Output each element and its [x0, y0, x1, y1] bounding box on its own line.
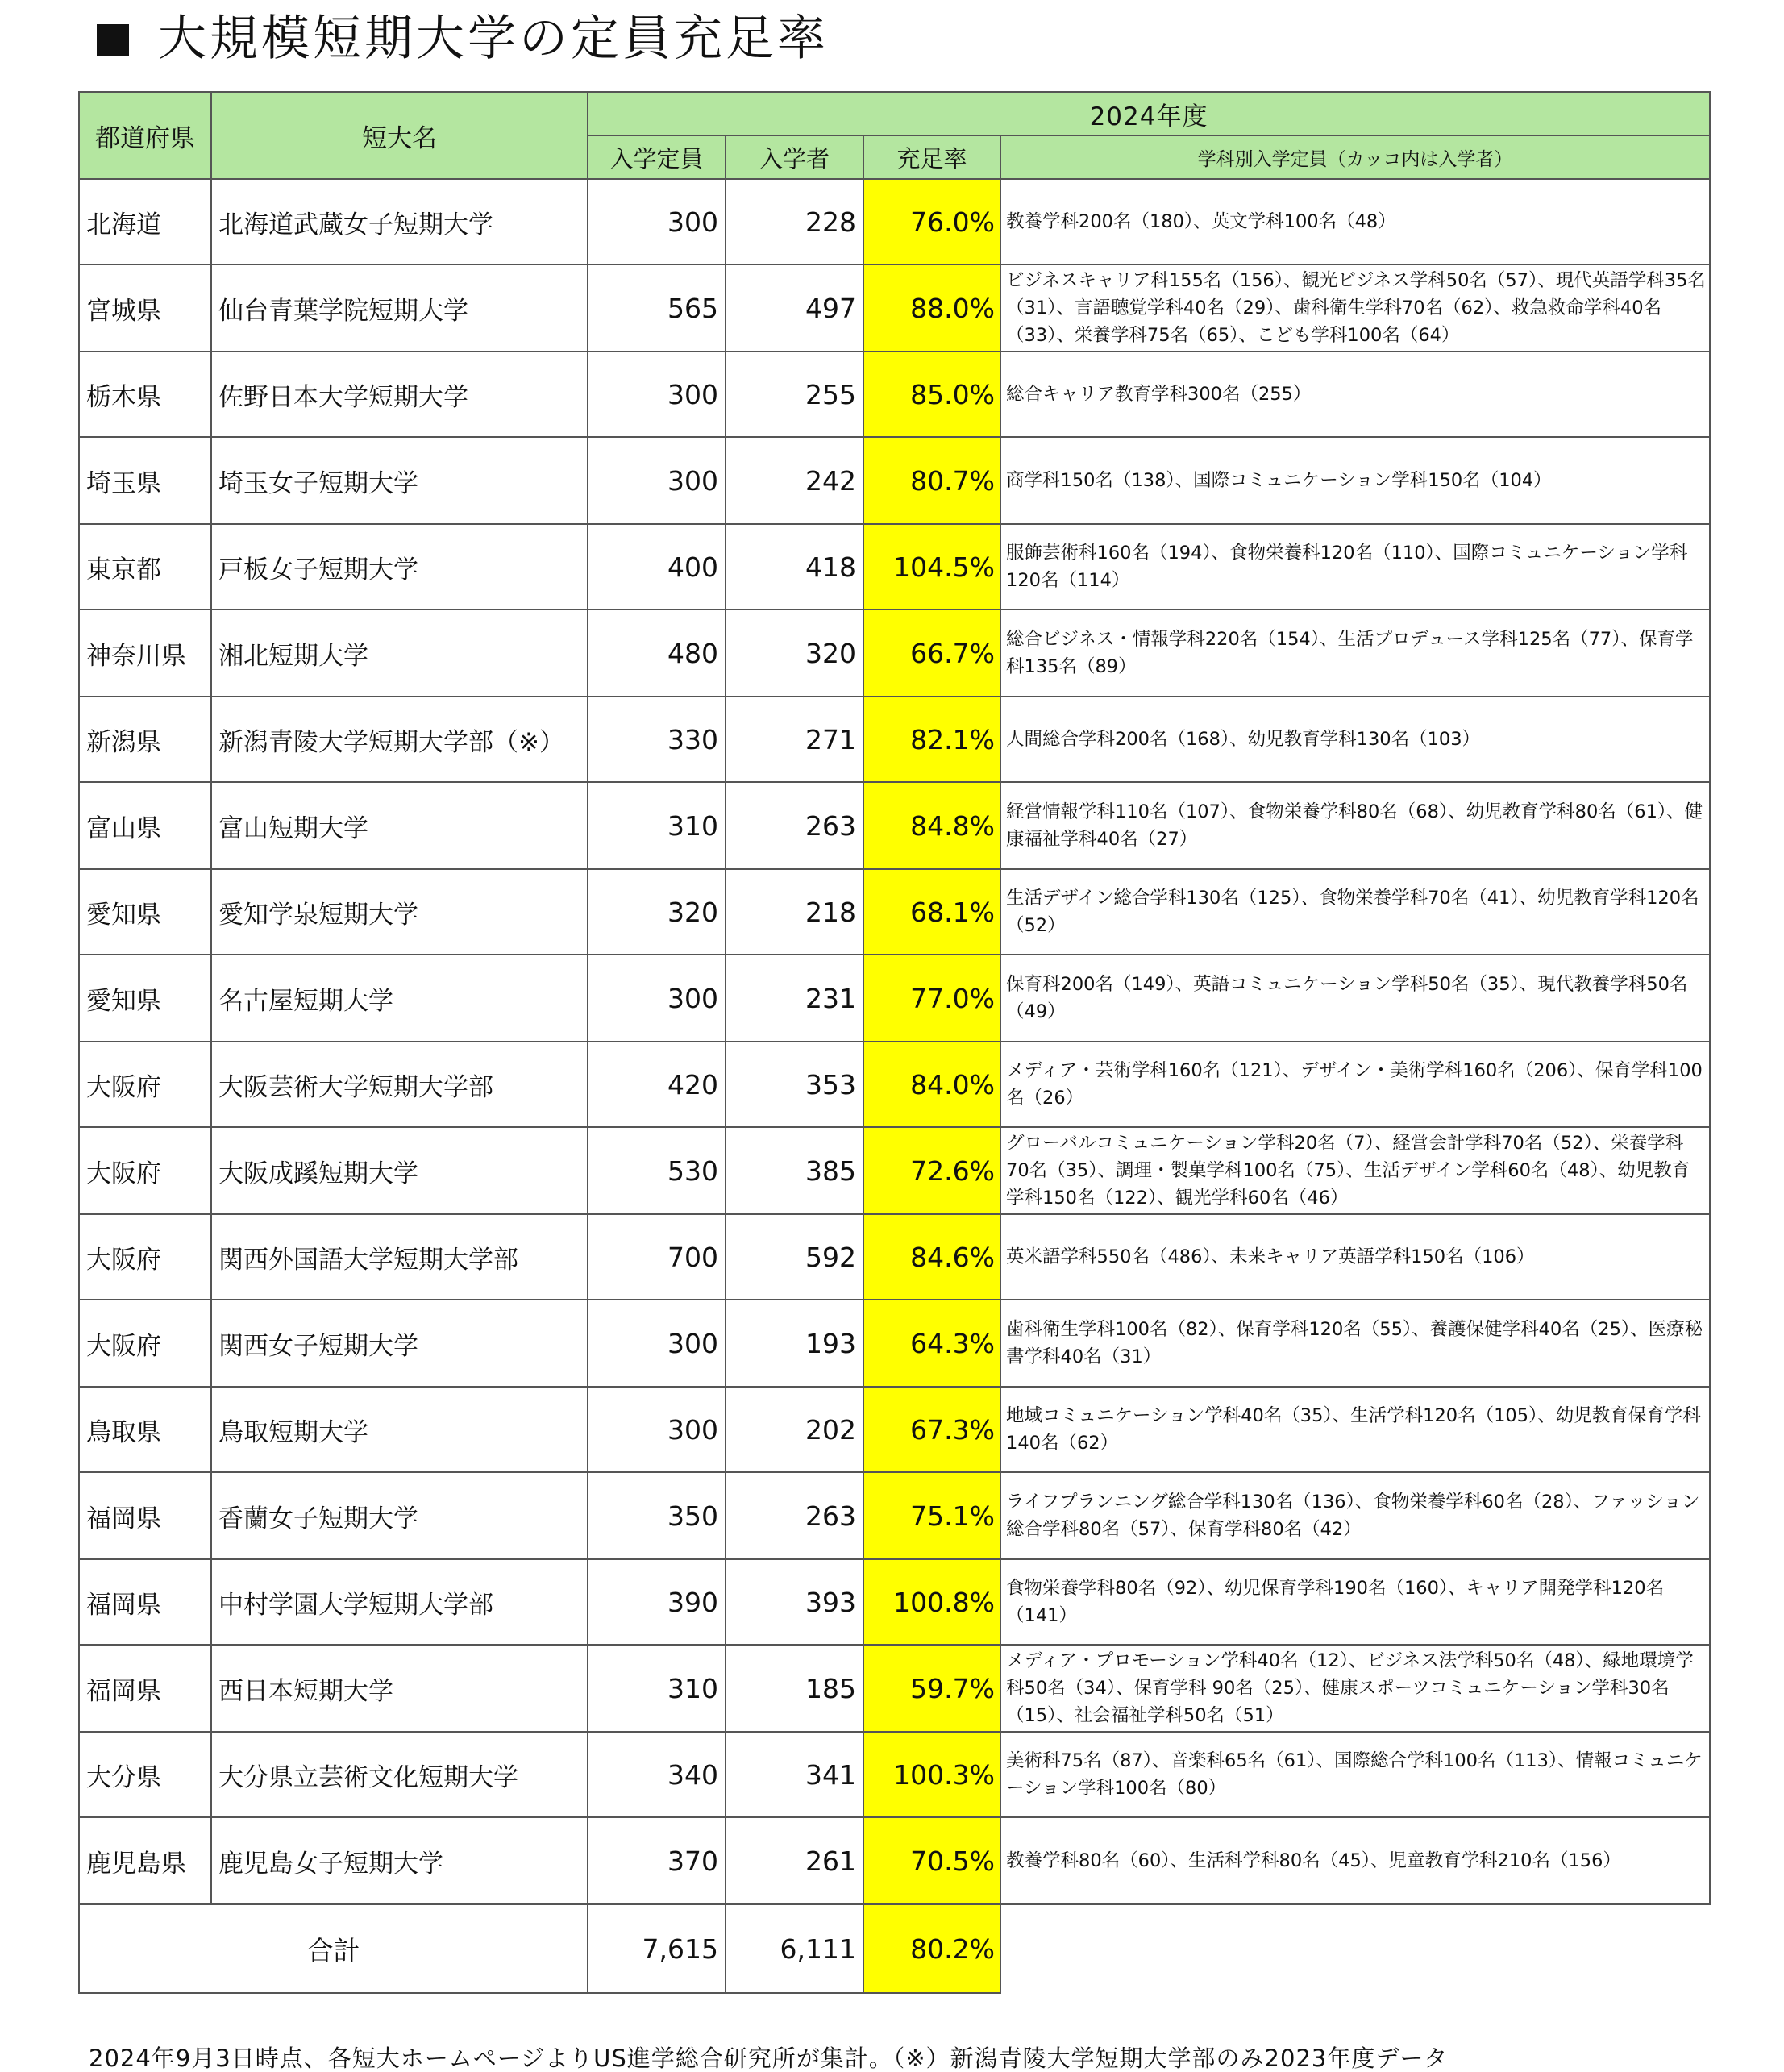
prefecture-cell: 神奈川県: [79, 610, 211, 697]
page-title: [97, 6, 829, 71]
table-row: [79, 1732, 1710, 1817]
prefecture-cell: 新潟県: [79, 697, 211, 782]
capacity-cell: 340: [588, 1732, 726, 1817]
total-label: 合計: [79, 1904, 588, 1993]
departments-cell: 保育科200名（149）、英語コミュニケーション学科50名（35）、現代教養学科50名（49）: [1000, 955, 1710, 1042]
header-departments: 学科別入学定員（カッコ内は入学者）: [1000, 135, 1710, 179]
rate-cell: 100.8%: [863, 1559, 1000, 1645]
header-college: 短大名: [211, 92, 588, 179]
prefecture-cell: 大阪府: [79, 1214, 211, 1300]
prefecture-cell: 埼玉県: [79, 437, 211, 524]
rate-cell: 82.1%: [863, 697, 1000, 782]
prefecture-cell: 愛知県: [79, 955, 211, 1042]
enrolled-cell: 228: [726, 179, 863, 264]
college-name-cell: 鳥取短期大学: [211, 1387, 588, 1472]
table-row: [79, 1559, 1710, 1645]
college-name-cell: 大阪芸術大学短期大学部: [211, 1042, 588, 1127]
departments-cell: 英米語学科550名（486）、未来キャリア英語学科150名（106）: [1000, 1214, 1710, 1300]
prefecture-cell: 栃木県: [79, 352, 211, 437]
college-name-cell: 名古屋短期大学: [211, 955, 588, 1042]
table-row: [79, 524, 1710, 610]
rate-cell: 64.3%: [863, 1300, 1000, 1387]
college-name-cell: 西日本短期大学: [211, 1645, 588, 1732]
rate-cell: 68.1%: [863, 869, 1000, 955]
prefecture-cell: 福岡県: [79, 1559, 211, 1645]
prefecture-cell: 大阪府: [79, 1127, 211, 1214]
rate-cell: 59.7%: [863, 1645, 1000, 1732]
enrolled-cell: 320: [726, 610, 863, 697]
capacity-table: [78, 91, 1711, 1994]
college-name-cell: 香蘭女子短期大学: [211, 1472, 588, 1559]
rate-cell: 84.6%: [863, 1214, 1000, 1300]
capacity-cell: 330: [588, 697, 726, 782]
departments-cell: 美術科75名（87）、音楽科65名（61）、国際総合学科100名（113）、情報コミュニケーション学科100名（80）: [1000, 1732, 1710, 1817]
rate-cell: 76.0%: [863, 179, 1000, 264]
table-row: [79, 1817, 1710, 1904]
capacity-cell: 480: [588, 610, 726, 697]
capacity-cell: 310: [588, 782, 726, 869]
prefecture-cell: 大阪府: [79, 1042, 211, 1127]
rate-cell: 84.8%: [863, 782, 1000, 869]
college-name-cell: 富山短期大学: [211, 782, 588, 869]
table-body: [79, 179, 1710, 1993]
rate-cell: 75.1%: [863, 1472, 1000, 1559]
prefecture-cell: 福岡県: [79, 1645, 211, 1732]
enrolled-cell: 242: [726, 437, 863, 524]
college-name-cell: 愛知学泉短期大学: [211, 869, 588, 955]
departments-cell: 人間総合学科200名（168）、幼児教育学科130名（103）: [1000, 697, 1710, 782]
table-row: [79, 264, 1710, 352]
capacity-cell: 300: [588, 1387, 726, 1472]
rate-cell: 104.5%: [863, 524, 1000, 610]
college-name-cell: 鹿児島女子短期大学: [211, 1817, 588, 1904]
table-row: [79, 1042, 1710, 1127]
departments-cell: グローバルコミュニケーション学科20名（7）、経営会計学科70名（52）、栄養学科70名（35）、調理・製菓学科100名（75）、生活デザイン学科60名（48）、幼児教育学科150名（122）、観光学科60名（46）: [1000, 1127, 1710, 1214]
college-name-cell: 湘北短期大学: [211, 610, 588, 697]
rate-cell: 100.3%: [863, 1732, 1000, 1817]
table-row: [79, 1387, 1710, 1472]
prefecture-cell: 大阪府: [79, 1300, 211, 1387]
header-year: 2024年度: [588, 92, 1710, 135]
enrolled-cell: 193: [726, 1300, 863, 1387]
capacity-cell: 310: [588, 1645, 726, 1732]
college-name-cell: 新潟青陵大学短期大学部（※）: [211, 697, 588, 782]
enrolled-cell: 353: [726, 1042, 863, 1127]
header-rate: 充足率: [863, 135, 1000, 179]
table-row: [79, 1645, 1710, 1732]
departments-cell: 食物栄養学科80名（92）、幼児保育学科190名（160）、キャリア開発学科120名（141）: [1000, 1559, 1710, 1645]
capacity-cell: 420: [588, 1042, 726, 1127]
rate-cell: 66.7%: [863, 610, 1000, 697]
capacity-cell: 530: [588, 1127, 726, 1214]
total-rate: 80.2%: [863, 1904, 1000, 1993]
prefecture-cell: 福岡県: [79, 1472, 211, 1559]
footnote: 2024年9月3日時点、各短大ホームページよりUS進学総合研究所が集計。（※）新潟青陵大学短期大学部のみ2023年度データ: [89, 2045, 1449, 2072]
header-enrolled: 入学者: [726, 135, 863, 179]
capacity-cell: 300: [588, 179, 726, 264]
rate-cell: 70.5%: [863, 1817, 1000, 1904]
rate-cell: 85.0%: [863, 352, 1000, 437]
departments-cell: 生活デザイン総合学科130名（125）、食物栄養学科70名（41）、幼児教育学科120名（52）: [1000, 869, 1710, 955]
table-row: [79, 352, 1710, 437]
table-row: [79, 1214, 1710, 1300]
college-name-cell: 戸板女子短期大学: [211, 524, 588, 610]
table-row: [79, 697, 1710, 782]
departments-cell: メディア・プロモーション学科40名（12）、ビジネス法学科50名（48）、緑地環境学科50名（34）、保育学科 90名（25）、健康スポーツコミュニケーション学科30名（15）、社会福祉学科50名（51）: [1000, 1645, 1710, 1732]
enrolled-cell: 202: [726, 1387, 863, 1472]
departments-cell: ライフプランニング総合学科130名（136）、食物栄養学科60名（28）、ファッション総合学科80名（57）、保育学科80名（42）: [1000, 1472, 1710, 1559]
departments-cell: ビジネスキャリア科155名（156）、観光ビジネス学科50名（57）、現代英語学科35名（31）、言語聴覚学科40名（29）、歯科衛生学科70名（62）、救急救命学科40名（33）、栄養学科75名（65）、こども学科100名（64）: [1000, 264, 1710, 352]
enrolled-cell: 341: [726, 1732, 863, 1817]
departments-cell: 教養学科80名（60）、生活科学科80名（45）、児童教育学科210名（156）: [1000, 1817, 1710, 1904]
rate-cell: 67.3%: [863, 1387, 1000, 1472]
prefecture-cell: 鳥取県: [79, 1387, 211, 1472]
college-name-cell: 関西外国語大学短期大学部: [211, 1214, 588, 1300]
capacity-cell: 400: [588, 524, 726, 610]
college-name-cell: 中村学園大学短期大学部: [211, 1559, 588, 1645]
capacity-cell: 565: [588, 264, 726, 352]
table-row: [79, 437, 1710, 524]
prefecture-cell: 愛知県: [79, 869, 211, 955]
table-row: [79, 1300, 1710, 1387]
table-row: [79, 955, 1710, 1042]
rate-cell: 80.7%: [863, 437, 1000, 524]
departments-cell: 教養学科200名（180）、英文学科100名（48）: [1000, 179, 1710, 264]
college-name-cell: 大阪成蹊短期大学: [211, 1127, 588, 1214]
departments-cell: 地域コミュニケーション学科40名（35）、生活学科120名（105）、幼児教育保育学科140名（62）: [1000, 1387, 1710, 1472]
departments-cell: 総合キャリア教育学科300名（255）: [1000, 352, 1710, 437]
college-name-cell: 関西女子短期大学: [211, 1300, 588, 1387]
prefecture-cell: 大分県: [79, 1732, 211, 1817]
capacity-cell: 320: [588, 869, 726, 955]
capacity-cell: 300: [588, 352, 726, 437]
departments-cell: 総合ビジネス・情報学科220名（154）、生活プロデュース学科125名（77）、保育学科135名（89）: [1000, 610, 1710, 697]
enrolled-cell: 385: [726, 1127, 863, 1214]
capacity-cell: 370: [588, 1817, 726, 1904]
total-capacity: 7,615: [588, 1904, 726, 1993]
enrolled-cell: 261: [726, 1817, 863, 1904]
college-name-cell: 仙台青葉学院短期大学: [211, 264, 588, 352]
rate-cell: 72.6%: [863, 1127, 1000, 1214]
enrolled-cell: 231: [726, 955, 863, 1042]
table-row: [79, 782, 1710, 869]
square-bullet-icon: [97, 24, 129, 56]
departments-cell: 服飾芸術科160名（194）、食物栄養科120名（110）、国際コミュニケーション学科120名（114）: [1000, 524, 1710, 610]
college-name-cell: 佐野日本大学短期大学: [211, 352, 588, 437]
total-enrolled: 6,111: [726, 1904, 863, 1993]
capacity-cell: 700: [588, 1214, 726, 1300]
departments-cell: 歯科衛生学科100名（82）、保育学科120名（55）、養護保健学科40名（25）、医療秘書学科40名（31）: [1000, 1300, 1710, 1387]
capacity-cell: 350: [588, 1472, 726, 1559]
departments-cell: 商学科150名（138）、国際コミュニケーション学科150名（104）: [1000, 437, 1710, 524]
capacity-cell: 300: [588, 437, 726, 524]
prefecture-cell: 北海道: [79, 179, 211, 264]
enrolled-cell: 393: [726, 1559, 863, 1645]
rate-cell: 88.0%: [863, 264, 1000, 352]
enrolled-cell: 218: [726, 869, 863, 955]
capacity-cell: 390: [588, 1559, 726, 1645]
enrolled-cell: 255: [726, 352, 863, 437]
table-row: [79, 869, 1710, 955]
table-row: [79, 1127, 1710, 1214]
prefecture-cell: 宮城県: [79, 264, 211, 352]
enrolled-cell: 592: [726, 1214, 863, 1300]
capacity-cell: 300: [588, 1300, 726, 1387]
enrolled-cell: 271: [726, 697, 863, 782]
departments-cell: メディア・芸術学科160名（121）、デザイン・美術学科160名（206）、保育学科100名（26）: [1000, 1042, 1710, 1127]
table-row: [79, 610, 1710, 697]
enrolled-cell: 185: [726, 1645, 863, 1732]
departments-cell: 経営情報学科110名（107）、食物栄養学科80名（68）、幼児教育学科80名（61）、健康福祉学科40名（27）: [1000, 782, 1710, 869]
enrolled-cell: 497: [726, 264, 863, 352]
rate-cell: 84.0%: [863, 1042, 1000, 1127]
enrolled-cell: 263: [726, 1472, 863, 1559]
title-text: 大規模短期大学の定員充足率: [158, 10, 829, 67]
enrolled-cell: 263: [726, 782, 863, 869]
prefecture-cell: 富山県: [79, 782, 211, 869]
table-row: [79, 1472, 1710, 1559]
table-row: [79, 179, 1710, 264]
college-name-cell: 大分県立芸術文化短期大学: [211, 1732, 588, 1817]
college-name-cell: 北海道武蔵女子短期大学: [211, 179, 588, 264]
header-capacity: 入学定員: [588, 135, 726, 179]
college-name-cell: 埼玉女子短期大学: [211, 437, 588, 524]
total-row: [79, 1904, 1710, 1993]
enrolled-cell: 418: [726, 524, 863, 610]
header-prefecture: 都道府県: [79, 92, 211, 179]
prefecture-cell: 鹿児島県: [79, 1817, 211, 1904]
capacity-cell: 300: [588, 955, 726, 1042]
prefecture-cell: 東京都: [79, 524, 211, 610]
rate-cell: 77.0%: [863, 955, 1000, 1042]
total-blank-cell: [1000, 1904, 1710, 1993]
